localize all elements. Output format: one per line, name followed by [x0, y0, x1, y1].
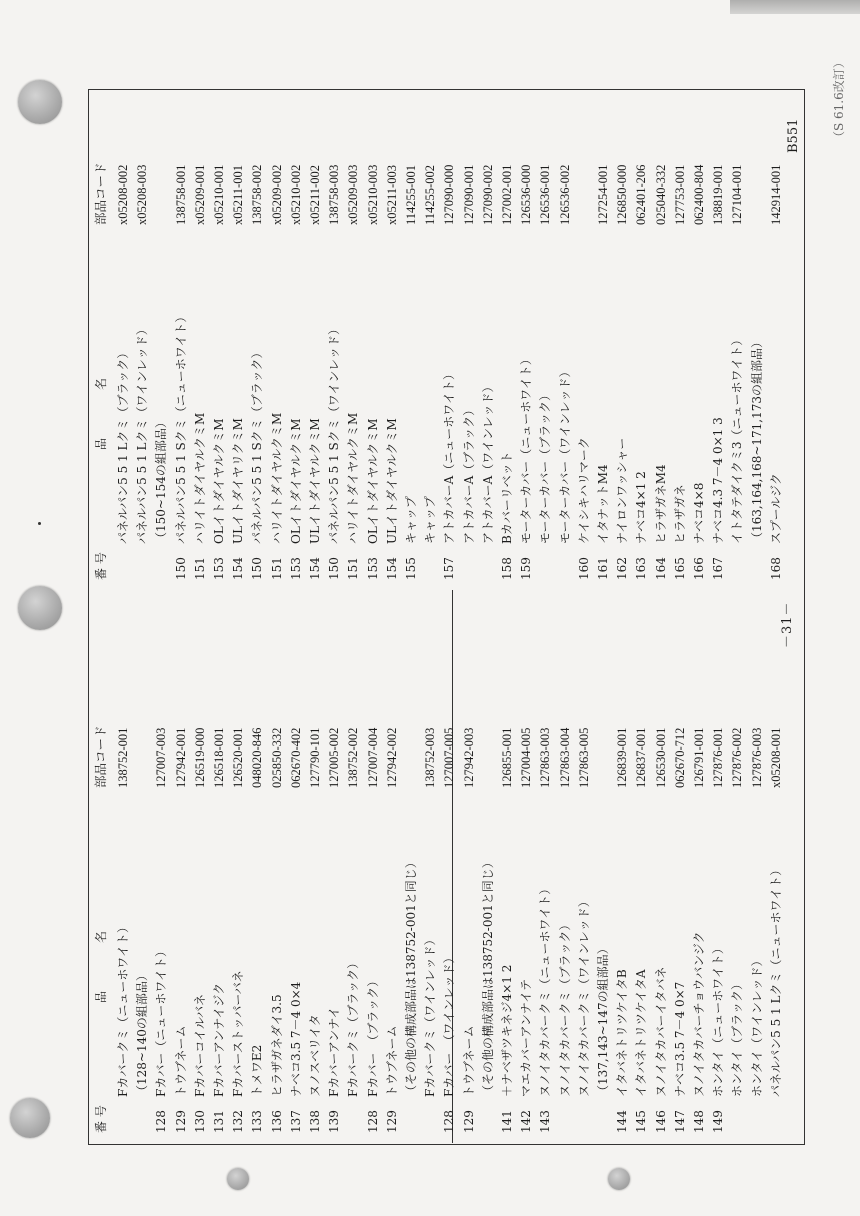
- part-code: x05208-002: [116, 164, 130, 225]
- table-row: [383, 590, 401, 1143]
- part-code: 138758-003: [327, 164, 342, 225]
- part-code: 127004-005: [519, 727, 534, 788]
- part-number: 149: [711, 1110, 726, 1133]
- table-row: [191, 590, 209, 1143]
- part-name: トウブネーム: [173, 1025, 188, 1097]
- part-code: 127942-003: [461, 727, 476, 788]
- part-number: 137: [288, 1110, 303, 1133]
- part-name: パネルパン5 5 1 Sクミ（ワインレッド）: [327, 323, 342, 544]
- table-row: [556, 590, 574, 1143]
- table-row: [287, 590, 305, 1143]
- part-code: 127090-001: [461, 164, 476, 225]
- part-name: （その他の構成部品は138752-001と同じ）: [404, 856, 418, 1097]
- table-row: [671, 89, 689, 590]
- table-row: [152, 590, 170, 1143]
- table-row: [364, 590, 382, 1143]
- part-code: 127254-001: [596, 164, 610, 225]
- part-code: 138752-002: [346, 727, 361, 788]
- table-row: [210, 590, 228, 1143]
- part-name: ULイトダイヤリクミM: [231, 418, 246, 544]
- table-row: [172, 89, 190, 590]
- part-name: ナベコ4×8: [692, 482, 706, 544]
- part-code: x05211-001: [231, 165, 246, 225]
- table-row: [498, 89, 516, 590]
- table-row: [460, 590, 478, 1143]
- part-number: 167: [711, 557, 726, 580]
- part-name: ヌノイタカバーチョウバンジク: [692, 931, 706, 1097]
- table-row: [152, 89, 170, 590]
- part-name: キャップ: [404, 495, 418, 544]
- table-row: [248, 89, 266, 590]
- table-row: [421, 590, 439, 1143]
- part-code: 127753-001: [672, 164, 687, 225]
- table-row: [229, 89, 247, 590]
- part-name: ヌノイタカバークミ（ワインレッド）: [576, 895, 591, 1097]
- table-row: [536, 89, 554, 590]
- table-row: [306, 89, 324, 590]
- part-code: x05209-003: [346, 164, 361, 225]
- table-row: [748, 89, 766, 590]
- part-name: ヌノイタカバーイタバネ: [653, 966, 668, 1097]
- part-name: ハリイトダイヤルクミM: [346, 412, 361, 544]
- part-number: 131: [212, 1110, 226, 1133]
- header-number: 番 号: [94, 552, 108, 580]
- part-code: 062670-402: [288, 727, 303, 788]
- part-number: 153: [212, 557, 226, 580]
- table-row: [613, 89, 631, 590]
- part-number: 154: [384, 557, 399, 580]
- part-code: 127942-001: [173, 727, 188, 788]
- part-code: 126536-002: [557, 164, 572, 225]
- part-name: Fカバーコイルバネ: [192, 993, 207, 1097]
- table-row: [594, 590, 612, 1143]
- part-number: 133: [250, 1110, 265, 1133]
- part-number: 151: [269, 557, 284, 580]
- part-number: 129: [384, 1110, 399, 1133]
- parts-column-right: [88, 89, 803, 590]
- part-code: 127007-005: [442, 727, 457, 788]
- part-name: ナイロンワッシャー: [615, 437, 630, 544]
- table-row: [575, 590, 593, 1143]
- revision-note: （S 61.6改訂）: [832, 56, 846, 143]
- part-code: x05209-002: [269, 164, 284, 225]
- table-row: [114, 89, 132, 590]
- part-name: イタバネトリツケイタA: [634, 969, 649, 1097]
- table-row: [460, 89, 478, 590]
- part-name: （137,143~147の組部品）: [596, 942, 610, 1097]
- table-row: [690, 590, 708, 1143]
- column-header: [92, 590, 110, 1143]
- table-row: [632, 590, 650, 1143]
- part-name: パネルパン5 5 1 Sクミ（ニューホワイト）: [173, 310, 188, 544]
- part-code: 126520-001: [231, 727, 246, 788]
- part-name: ホンタイ（ブラック）: [730, 977, 745, 1097]
- header-code: 部品コード: [94, 162, 108, 225]
- table-row: [671, 590, 689, 1143]
- part-name: ヌノイタカバークミ（ブラック）: [557, 918, 572, 1097]
- part-name: イタバネトリツケイタB: [615, 969, 630, 1097]
- part-code: 127942-002: [384, 727, 399, 788]
- table-row: [268, 590, 286, 1143]
- part-name: トウブネーム: [461, 1025, 476, 1097]
- part-name: Fカバーアンナイジク: [212, 982, 226, 1097]
- table-row: [440, 590, 458, 1143]
- part-code: x05208-003: [135, 164, 150, 225]
- part-code: 138752-001: [116, 727, 130, 788]
- part-name: ホンタイ（ワインレッド）: [749, 954, 764, 1097]
- part-number: 155: [404, 557, 418, 580]
- table-row: [632, 89, 650, 590]
- part-name: ヒラザガネダイ3.5: [269, 994, 284, 1097]
- table-row: [517, 89, 535, 590]
- part-code: 138752-003: [423, 727, 438, 788]
- page-corner-shadow: [730, 0, 860, 14]
- speck: [38, 522, 41, 525]
- part-code: 127104-001: [730, 164, 745, 225]
- part-name: ホンタイ（ニューホワイト）: [711, 942, 726, 1097]
- part-number: 129: [173, 1110, 188, 1133]
- part-code: 062400-804: [692, 164, 706, 225]
- part-code: 127876-002: [730, 727, 745, 788]
- table-row: [383, 89, 401, 590]
- part-code: x05211-003: [384, 165, 399, 225]
- part-name: トウブネーム: [384, 1025, 399, 1097]
- part-code: 126850-000: [615, 164, 630, 225]
- part-number: 158: [500, 557, 514, 580]
- part-name: Fカバー （ブラック）: [365, 974, 380, 1097]
- header-number: 番 号: [94, 1105, 108, 1133]
- part-code: 127005-002: [327, 727, 342, 788]
- part-number: 150: [173, 557, 188, 580]
- part-name: パネルパン5 5 1 Lクミ（ブラック）: [116, 346, 130, 544]
- part-name: ヒラザガネ: [672, 484, 687, 544]
- part-name: パネルパン5 5 1 Sクミ（ブラック）: [250, 346, 265, 544]
- part-name: パネルパン5 5 1 Lクミ（ワインレッド）: [135, 323, 150, 544]
- part-number: 159: [519, 557, 534, 580]
- part-code: 126530-001: [653, 727, 668, 788]
- part-name: OLイトダイヤルクミM: [212, 418, 226, 544]
- part-name: ヌノイタカバークミ（ニューホワイト）: [538, 882, 553, 1097]
- part-name: アトカバーA（ニューホワイト）: [442, 368, 457, 544]
- table-row: [479, 89, 497, 590]
- page-number: －31－: [780, 601, 795, 648]
- part-code: 127007-003: [154, 727, 169, 788]
- table-row: [536, 590, 554, 1143]
- part-name: Fカバー（ニューホワイト）: [154, 945, 169, 1097]
- table-row: [287, 89, 305, 590]
- binder-hole: [608, 1168, 630, 1190]
- header-code: 部品コード: [94, 725, 108, 788]
- part-name: （128~140の組部品）: [135, 969, 150, 1097]
- part-code: 127007-004: [365, 727, 380, 788]
- part-name: トメワE2: [250, 1044, 265, 1097]
- table-row: [421, 89, 439, 590]
- part-name: ケイシキハリマーク: [576, 437, 591, 544]
- table-row: [344, 590, 362, 1143]
- part-name: （その他の構成部品は138752-001と同じ）: [480, 856, 495, 1097]
- part-number: 132: [231, 1110, 246, 1133]
- part-code: x05208-001: [768, 727, 783, 788]
- part-name: マエカバーアンナイテ: [519, 978, 534, 1097]
- part-number: 161: [596, 557, 610, 580]
- table-row: [133, 89, 151, 590]
- part-number: 153: [288, 557, 303, 580]
- table-row: [613, 590, 631, 1143]
- part-number: 141: [500, 1110, 514, 1133]
- part-code: 126839-001: [615, 727, 630, 788]
- document-code: B551: [786, 118, 801, 153]
- table-row: [575, 89, 593, 590]
- part-code: 126519-000: [192, 727, 207, 788]
- table-row: [517, 590, 535, 1143]
- part-code: 142914-001: [768, 164, 783, 225]
- table-row: [709, 89, 727, 590]
- part-number: 163: [634, 557, 649, 580]
- part-number: 168: [768, 557, 783, 580]
- part-code: x05210-002: [288, 164, 303, 225]
- part-name: OLイトダイヤルクミM: [288, 418, 303, 544]
- part-name: ULイトダイヤルクミM: [308, 418, 322, 544]
- part-code: 127876-003: [749, 727, 764, 788]
- table-row: [440, 89, 458, 590]
- table-row: [652, 590, 670, 1143]
- part-number: 150: [327, 557, 342, 580]
- part-number: 150: [250, 557, 265, 580]
- part-code: 127090-002: [480, 164, 495, 225]
- part-number: 166: [692, 557, 706, 580]
- table-row: [479, 590, 497, 1143]
- part-name: キャップ: [423, 495, 438, 544]
- part-name: Fカバークミ（ブラック）: [346, 956, 361, 1097]
- part-name: Fカバー （ワインレッド）: [442, 951, 457, 1097]
- part-name: ＋ナベザツキネジ4×1 2: [500, 964, 514, 1097]
- column-header: [92, 89, 110, 590]
- table-row: [594, 89, 612, 590]
- part-code: 138758-001: [173, 164, 188, 225]
- part-code: 127863-005: [576, 727, 591, 788]
- part-name: モーターカバー（ニューホワイト）: [519, 353, 534, 544]
- part-code: 127863-003: [538, 727, 553, 788]
- part-name: イトタテダイクミ3（ニューホワイト）: [730, 333, 745, 544]
- table-row: [172, 590, 190, 1143]
- part-name: アトカバーA（ブラック）: [461, 403, 476, 544]
- part-code: x05210-001: [212, 164, 226, 225]
- part-name: ナベコ4.3 7－4 0×1 3: [711, 417, 726, 544]
- part-number: 147: [672, 1110, 687, 1133]
- part-number: 144: [615, 1110, 630, 1133]
- table-row: [364, 89, 382, 590]
- part-number: 162: [615, 557, 630, 580]
- part-code: 126791-001: [692, 727, 706, 788]
- part-number: 130: [192, 1110, 207, 1133]
- part-code: 127876-001: [711, 727, 726, 788]
- table-row: [229, 590, 247, 1143]
- table-row: [709, 590, 727, 1143]
- table-row: [191, 89, 209, 590]
- binder-hole: [18, 586, 62, 630]
- part-name: モーターカバー（ワインレッド）: [557, 365, 572, 544]
- part-number: 128: [154, 1110, 169, 1133]
- part-name: モーターカバー（ブラック）: [538, 388, 553, 544]
- part-code: 127002-001: [500, 164, 514, 225]
- table-row: [210, 89, 228, 590]
- part-number: 145: [634, 1110, 649, 1133]
- part-name: アトカバーA（ワインレッド）: [480, 380, 495, 544]
- part-name: Fカバーストッパーバネ: [231, 970, 246, 1097]
- part-name: ヌノスベリイタ: [308, 1014, 322, 1097]
- part-code: 048020-846: [250, 727, 265, 788]
- part-code: 114255-001: [404, 165, 418, 225]
- part-number: 129: [461, 1110, 476, 1133]
- part-code: 062670-712: [672, 727, 687, 788]
- part-code: 126855-001: [500, 727, 514, 788]
- part-name: ハリイトダイヤルクミM: [192, 412, 207, 544]
- part-code: 138819-001: [711, 164, 726, 225]
- part-number: 153: [365, 557, 380, 580]
- part-number: 154: [308, 557, 322, 580]
- part-name: ナベコ3.5 7－4 0×7: [672, 981, 687, 1097]
- table-row: [690, 89, 708, 590]
- table-row: [728, 89, 746, 590]
- part-code: 114255-002: [423, 165, 438, 225]
- binder-hole: [227, 1168, 249, 1190]
- part-name: イタナットM4: [596, 464, 610, 544]
- table-row: [767, 590, 785, 1143]
- parts-column-left: [88, 590, 803, 1143]
- part-code: 127090-000: [442, 164, 457, 225]
- part-name: Fカバーアンナイ: [327, 1006, 342, 1097]
- part-number: 143: [538, 1110, 553, 1133]
- part-name: （150~154の組部品）: [154, 416, 169, 544]
- part-code: 062401-206: [634, 164, 649, 225]
- table-row: [767, 89, 785, 590]
- part-number: 154: [231, 557, 246, 580]
- part-number: 148: [692, 1110, 706, 1133]
- part-number: 151: [192, 557, 207, 580]
- table-row: [728, 590, 746, 1143]
- part-number: 142: [519, 1110, 534, 1133]
- table-row: [133, 590, 151, 1143]
- part-code: 025040-332: [653, 164, 668, 225]
- table-row: [306, 590, 324, 1143]
- table-row: [325, 89, 343, 590]
- part-name: OLイトダイヤルクミM: [365, 418, 380, 544]
- part-code: x05211-002: [308, 165, 322, 225]
- part-name: パネルパン5 5 1 Lクミ（ニューホワイト）: [768, 863, 783, 1097]
- header-name: 品 名: [94, 930, 108, 1003]
- parts-list-page: [88, 56, 846, 1143]
- part-number: 136: [269, 1110, 284, 1133]
- table-row: [268, 89, 286, 590]
- header-name: 品 名: [94, 377, 108, 450]
- table-row: [325, 590, 343, 1143]
- part-name: ナベコ4×1 2: [634, 471, 649, 544]
- part-number: 138: [308, 1110, 322, 1133]
- table-row: [498, 590, 516, 1143]
- part-number: 146: [653, 1110, 668, 1133]
- part-name: Fカバークミ（ワインレッド）: [423, 933, 438, 1097]
- part-number: 165: [672, 557, 687, 580]
- binder-hole: [18, 80, 62, 124]
- part-number: 151: [346, 557, 361, 580]
- part-code: x05209-001: [192, 164, 207, 225]
- part-code: 138758-002: [250, 164, 265, 225]
- part-name: ナベコ3.5 7－4 0×4: [288, 981, 303, 1097]
- table-row: [556, 89, 574, 590]
- table-row: [114, 590, 132, 1143]
- table-row: [748, 590, 766, 1143]
- part-code: 025850-332: [269, 727, 284, 788]
- part-code: 126837-001: [634, 727, 649, 788]
- part-name: ヒラザガネM4: [653, 464, 668, 544]
- part-name: ハリイトダイヤルクミM: [269, 412, 284, 544]
- part-name: （163,164,168~171,173の組部品）: [749, 335, 764, 544]
- part-name: Bカバーリベット: [500, 451, 514, 544]
- part-number: 164: [653, 557, 668, 580]
- part-number: 157: [442, 557, 457, 580]
- part-name: スプールジク: [768, 473, 783, 544]
- part-code: 126536-000: [519, 164, 534, 225]
- part-code: 127863-004: [557, 727, 572, 788]
- part-name: Fカバークミ（ニューホワイト）: [116, 921, 130, 1097]
- binder-hole: [10, 1098, 50, 1138]
- part-number: 139: [327, 1110, 342, 1133]
- table-row: [344, 89, 362, 590]
- part-code: 126518-001: [212, 727, 226, 788]
- part-name: ULイトダイヤルクミM: [384, 418, 399, 544]
- part-code: 126536-001: [538, 164, 553, 225]
- part-number: 128: [442, 1110, 457, 1133]
- table-row: [402, 89, 420, 590]
- part-number: 128: [365, 1110, 380, 1133]
- part-number: 160: [576, 557, 591, 580]
- part-code: x05210-003: [365, 164, 380, 225]
- part-code: 127790-101: [308, 727, 322, 788]
- table-row: [248, 590, 266, 1143]
- table-row: [652, 89, 670, 590]
- table-row: [402, 590, 420, 1143]
